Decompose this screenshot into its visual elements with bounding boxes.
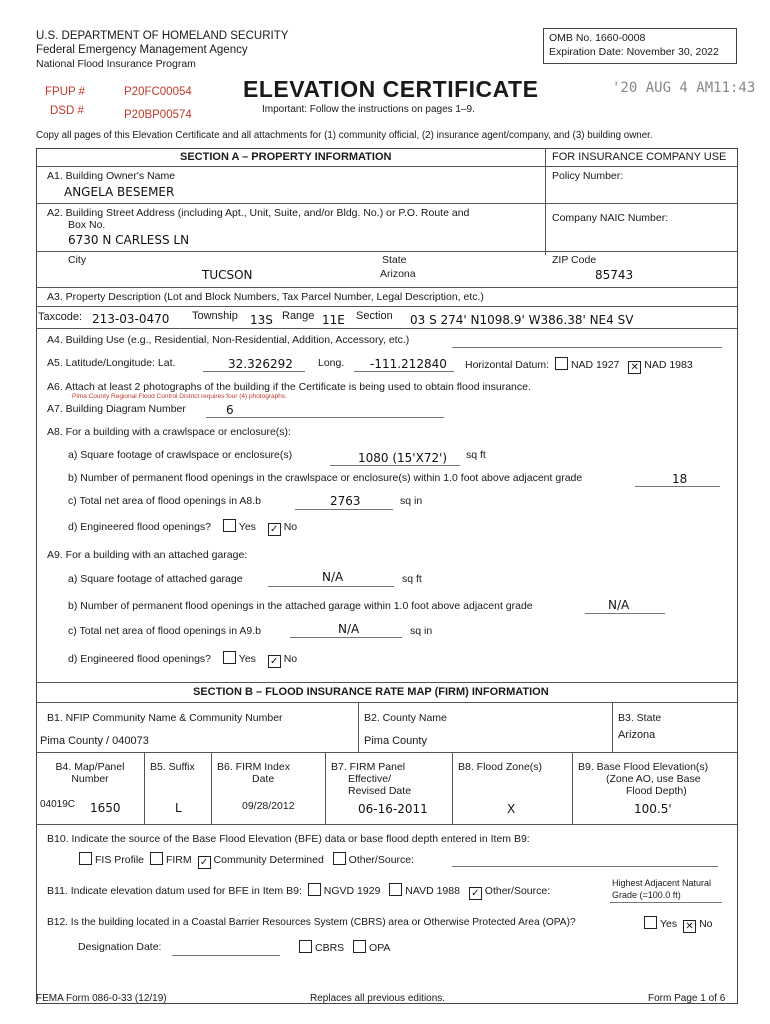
b8-value[interactable]: X: [507, 802, 516, 816]
section-value[interactable]: 03 S 274' N1098.9' W386.38' NE4 SV: [410, 313, 634, 327]
b10-other-label: Other/Source:: [348, 854, 415, 866]
b11-label: B11. Indicate elevation datum used for BFE in Item B9:: [47, 885, 302, 897]
opa-label: OPA: [369, 942, 391, 954]
b10-label: B10. Indicate the source of the Base Flood Elevation (BFE) data or base flood depth entered in Item B9:: [47, 833, 530, 845]
a8c-value[interactable]: 2763: [330, 494, 361, 508]
horizontal-datum-label: Horizontal Datum:: [465, 359, 550, 371]
b1-value[interactable]: Pima County / 040073: [40, 735, 149, 747]
ngvd-checkbox[interactable]: [308, 883, 321, 896]
fpup-value: P20FC00054: [124, 86, 192, 98]
b11-row: [47, 883, 550, 900]
b7-value[interactable]: 06-16-2011: [358, 802, 428, 816]
a9-label: A9. For a building with an attached garage:: [47, 549, 248, 561]
longitude-value[interactable]: -111.212840: [370, 357, 447, 371]
nad1983-label: NAD 1983: [644, 359, 693, 371]
a3-label: A3. Property Description (Lot and Block Numbers, Tax Parcel Number, Legal Description, etc.): [47, 291, 484, 303]
a8b-value[interactable]: 18: [672, 472, 688, 486]
a8c-unit: sq in: [400, 495, 423, 507]
b4-label-line2: Number: [71, 773, 109, 785]
datum-label: [465, 357, 693, 374]
program-name: National Flood Insurance Program: [36, 58, 196, 70]
b8-label: B8. Flood Zone(s): [458, 761, 543, 773]
b4-label: [42, 761, 138, 785]
taxcode-label: Taxcode:: [38, 311, 83, 323]
a9c-unit: sq in: [410, 625, 433, 637]
dept-name: U.S. DEPARTMENT OF HOMELAND SECURITY: [36, 30, 289, 42]
long-label: Long.: [318, 357, 345, 369]
section-label: Section: [356, 310, 393, 322]
firm-label: FIRM: [165, 854, 192, 866]
fis-profile-label: FIS Profile: [95, 854, 145, 866]
community-determined-checkbox[interactable]: ✓: [198, 856, 211, 869]
nad1927-label: NAD 1927: [570, 359, 620, 371]
fpup-label: FPUP #: [45, 86, 86, 98]
a9a-unit: sq ft: [402, 573, 422, 585]
b12-designation-options: [296, 940, 390, 954]
a4-label: A4. Building Use (e.g., Residential, Non-Residential, Addition, Accessory, etc.): [47, 334, 410, 346]
a9d-question: d) Engineered flood openings?: [68, 653, 212, 665]
a9a-value[interactable]: N/A: [322, 570, 344, 584]
a8a-value[interactable]: 1080 (15'X72'): [358, 451, 448, 465]
street-address[interactable]: 6730 N CARLESS LN: [68, 233, 190, 247]
b2-value[interactable]: Pima County: [364, 735, 427, 747]
range-value[interactable]: 11E: [322, 313, 345, 327]
a8d-yes-label: Yes: [238, 521, 256, 533]
zip-value[interactable]: 85743: [595, 268, 634, 282]
a9c-label: c) Total net area of flood openings in A9.b: [68, 625, 262, 637]
a8a-unit: sq ft: [466, 449, 486, 461]
a8c-label: c) Total net area of flood openings in A8.b: [68, 495, 262, 507]
latitude-value[interactable]: 32.326292: [228, 357, 293, 371]
section-b-title: SECTION B – FLOOD INSURANCE RATE MAP (FIRM) INFORMATION: [193, 686, 549, 698]
b9-label: B9. Base Flood Elevation(s): [578, 761, 709, 773]
b12-yes-label: Yes: [660, 918, 678, 930]
a6-label: A6. Attach at least 2 photographs of the building if the Certificate is being used to obtain flood insurance.: [47, 381, 531, 393]
b4-value-panel[interactable]: 1650: [90, 801, 121, 815]
range-label: Range: [282, 310, 315, 322]
b12-no-label: No: [699, 918, 713, 930]
a9d-yes-checkbox[interactable]: [223, 651, 236, 664]
a9a-label: a) Square footage of attached garage: [68, 573, 243, 585]
received-stamp: '20 AUG 4 AM11:43: [612, 80, 756, 96]
replaces-note: Replaces all previous editions.: [310, 993, 446, 1004]
a8-label: A8. For a building with a crawlspace or enclosure(s):: [47, 426, 291, 438]
opa-checkbox[interactable]: [353, 940, 366, 953]
a9d-yes-label: Yes: [238, 653, 256, 665]
a8d-label: [68, 519, 297, 536]
a9d-label: [68, 651, 297, 668]
a8d-question: d) Engineered flood openings?: [68, 521, 212, 533]
b10-other-checkbox[interactable]: [333, 852, 346, 865]
b10-options: [76, 852, 414, 869]
b11-note-line2: Grade (=100.0 ft): [612, 890, 681, 900]
owner-name[interactable]: ANGELA BESEMER: [64, 185, 175, 199]
city-value[interactable]: TUCSON: [202, 268, 253, 282]
section-a-title: SECTION A – PROPERTY INFORMATION: [180, 151, 392, 163]
a2-label-cont: Box No.: [68, 219, 106, 231]
b6-value[interactable]: 09/28/2012: [242, 800, 295, 812]
a2-label: A2. Building Street Address (including Apt., Unit, Suite, and/or Bldg. No.) or P.O. Route and: [47, 207, 470, 219]
a5-label: A5. Latitude/Longitude: Lat.: [47, 357, 176, 369]
navd-label: NAVD 1988: [405, 885, 460, 897]
a8d-yes-checkbox[interactable]: [223, 519, 236, 532]
form-number: FEMA Form 086-0-33 (12/19): [36, 993, 167, 1004]
a1-label: A1. Building Owner's Name: [47, 170, 176, 182]
zip-label: ZIP Code: [552, 254, 597, 266]
nad1927-checkbox[interactable]: [555, 357, 568, 370]
township-value[interactable]: 13S: [250, 313, 273, 327]
a9b-label: b) Number of permanent flood openings in the attached garage within 1.0 foot above adjacent grade: [68, 600, 533, 612]
b4-value-prefix[interactable]: 04019C: [40, 799, 76, 810]
expiration-date: Expiration Date: November 30, 2022: [549, 46, 719, 58]
company-use-label: FOR INSURANCE COMPANY USE: [552, 151, 727, 163]
b3-value[interactable]: Arizona: [618, 729, 656, 741]
copy-note: Copy all pages of this Elevation Certificate and all attachments for (1) community official, (2) insurance agent/company, and (3) building owner.: [36, 130, 653, 141]
b1-label: B1. NFIP Community Name & Community Number: [47, 712, 283, 724]
b11-note-line1: Highest Adjacent Natural: [612, 878, 712, 888]
city-label: City: [68, 254, 87, 266]
ngvd-label: NGVD 1929: [323, 885, 381, 897]
b7-label-effective: Effective/: [348, 773, 391, 785]
b12-label: B12. Is the building located in a Coastal Barrier Resources System (CBRS) area or Otherwise Protected Area (OPA)?: [47, 917, 576, 928]
a9d-no-label: No: [283, 653, 298, 665]
agency-name: Federal Emergency Management Agency: [36, 44, 248, 56]
b5-value[interactable]: L: [175, 801, 182, 815]
dsd-label: DSD #: [50, 105, 84, 117]
a9c-value[interactable]: N/A: [338, 622, 360, 636]
nad1983-checkbox[interactable]: ✕: [628, 361, 641, 374]
b12-yes-checkbox[interactable]: [644, 916, 657, 929]
a8a-label: a) Square footage of crawlspace or enclosure(s): [68, 449, 293, 461]
b9-label-depth: Flood Depth): [626, 785, 687, 797]
a7-label: A7. Building Diagram Number: [47, 403, 186, 415]
b7-label: B7. FIRM Panel: [331, 761, 406, 773]
fis-profile-checkbox[interactable]: [79, 852, 92, 865]
a9b-value[interactable]: N/A: [608, 598, 630, 612]
b5-label: B5. Suffix: [150, 761, 195, 773]
b4-label-line1: B4. Map/Panel: [55, 761, 125, 773]
a8b-label: b) Number of permanent flood openings in the crawlspace or enclosure(s) within 1.0 foot above adjacent grade: [68, 472, 583, 484]
cbrs-label: CBRS: [315, 942, 345, 954]
state-label: State: [382, 254, 407, 266]
page-number: Form Page 1 of 6: [648, 993, 726, 1004]
diagram-number[interactable]: 6: [226, 403, 234, 417]
a8d-no-checkbox[interactable]: ✓: [268, 523, 281, 536]
b6-label-date: Date: [252, 773, 275, 785]
important-note: Important: Follow the instructions on pages 1–9.: [262, 104, 475, 115]
dsd-value: P20BP00574: [124, 109, 192, 121]
b11-other-checkbox[interactable]: ✓: [469, 887, 482, 900]
b12-options: [641, 916, 713, 933]
omb-box: [543, 28, 737, 64]
a9d-no-checkbox[interactable]: ✓: [268, 655, 281, 668]
b11-other-label: Other/Source:: [484, 885, 551, 897]
policy-number-label: Policy Number:: [552, 170, 624, 182]
firm-checkbox[interactable]: [150, 852, 163, 865]
b6-label: B6. FIRM Index: [217, 761, 290, 773]
township-label: Township: [192, 310, 238, 322]
b9-label-zone: (Zone AO, use Base: [606, 773, 701, 785]
b7-label-revised: Revised Date: [348, 785, 412, 797]
taxcode-value[interactable]: 213-03-0470: [92, 312, 170, 326]
b3-label: B3. State: [618, 712, 662, 724]
designation-date-label: Designation Date:: [78, 941, 162, 953]
form-title: ELEVATION CERTIFICATE: [243, 76, 539, 102]
a8d-no-label: No: [283, 521, 298, 533]
cbrs-checkbox[interactable]: [299, 940, 312, 953]
b9-value[interactable]: 100.5': [634, 802, 672, 816]
community-determined-label: Community Determined: [213, 854, 324, 866]
omb-number: OMB No. 1660-0008: [549, 32, 646, 44]
b12-no-checkbox[interactable]: ✕: [683, 920, 696, 933]
naic-label: Company NAIC Number:: [552, 212, 669, 224]
state-value[interactable]: Arizona: [380, 268, 416, 280]
navd-checkbox[interactable]: [389, 883, 402, 896]
b2-label: B2. County Name: [364, 712, 447, 724]
pima-photo-note: Pima County Regional Flood Control District requires four (4) photographs.: [72, 393, 287, 400]
